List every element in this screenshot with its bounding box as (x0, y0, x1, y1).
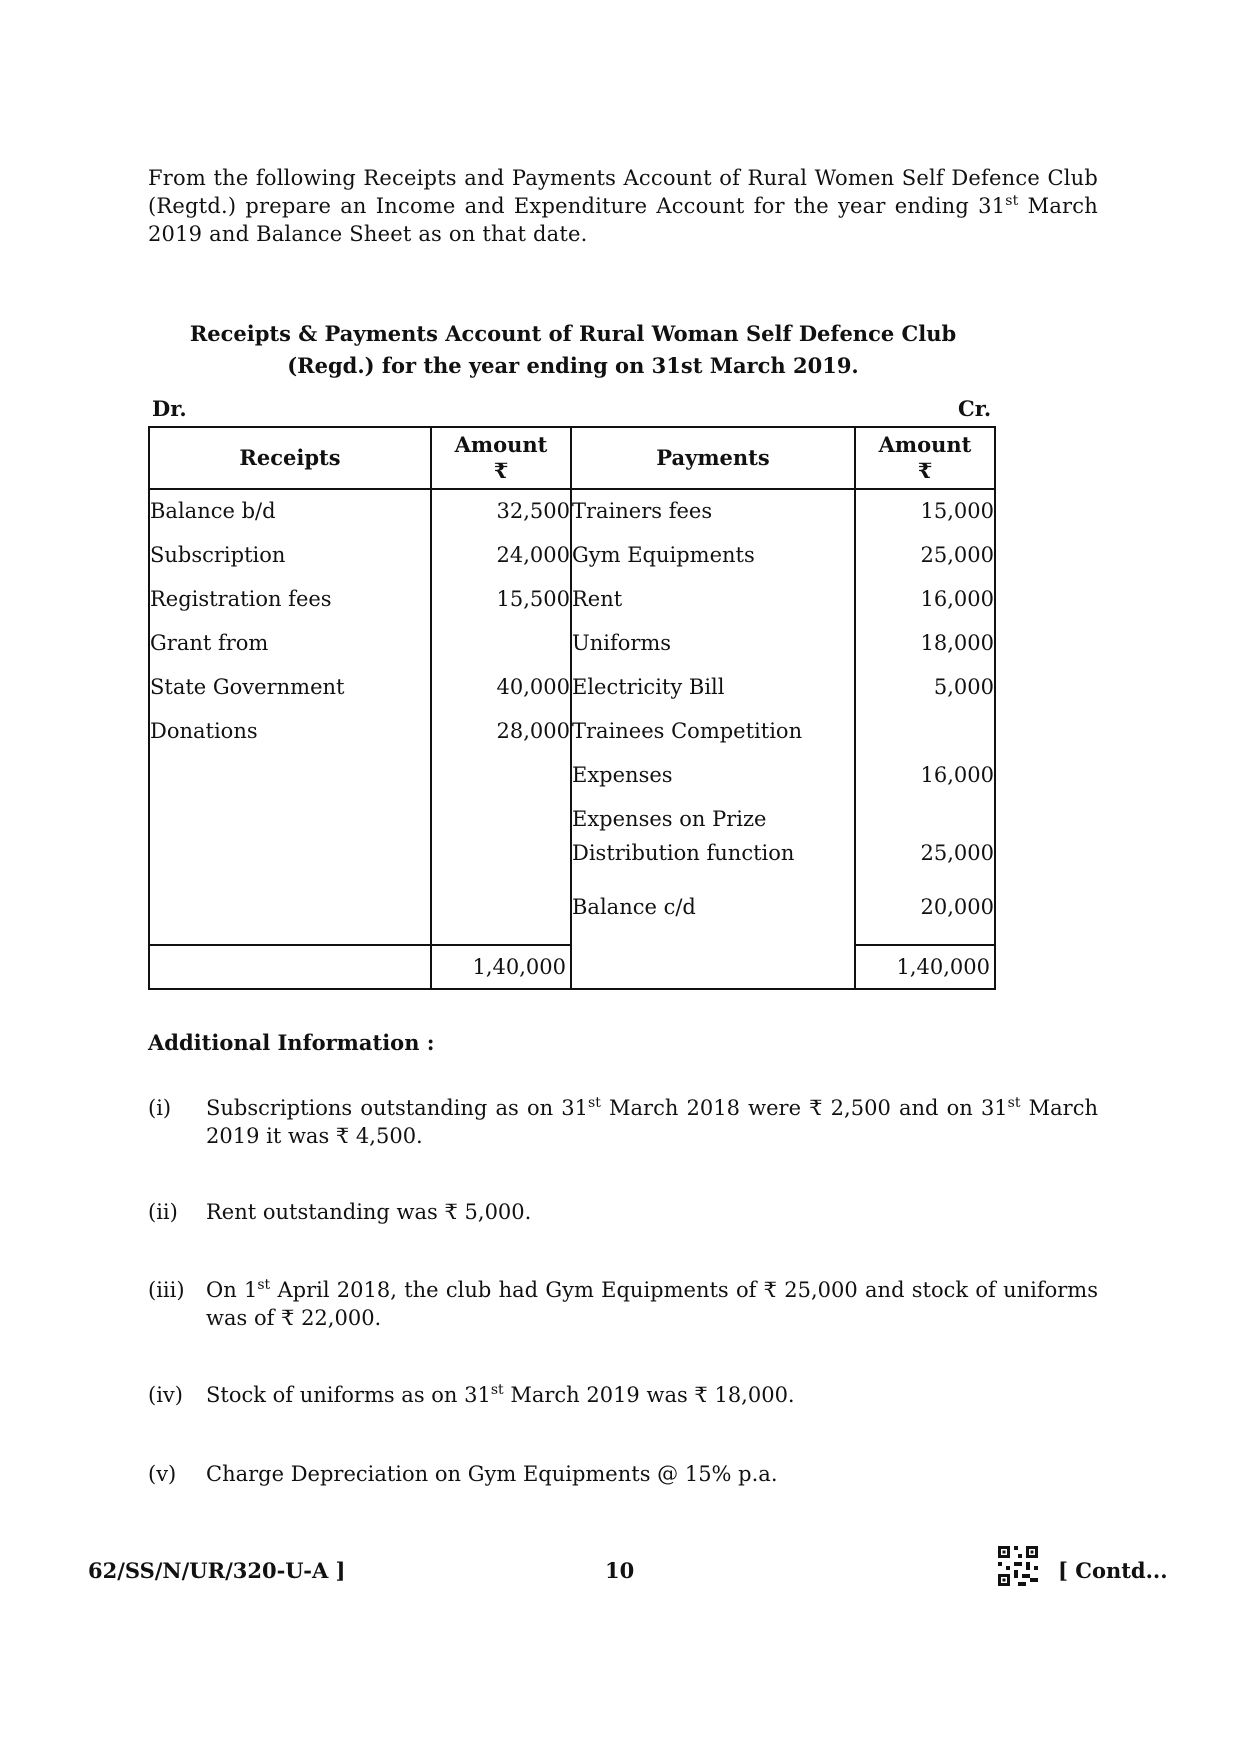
payment-label-line-2: Distribution function (572, 841, 795, 865)
receipts-total: 1,40,000 (431, 945, 571, 989)
item-sup: st (257, 1277, 271, 1293)
payment-label-line-1: Expenses on Prize (572, 807, 767, 831)
item-number: (ii) (148, 1200, 178, 1224)
payment-label: Uniforms (572, 631, 672, 655)
receipts-payments-table (148, 426, 996, 990)
receipt-label: Balance b/d (150, 499, 276, 523)
receipt-amount: 15,500 (496, 587, 570, 611)
receipt-label: Registration fees (150, 587, 332, 611)
header-amount-label: Amount (878, 432, 972, 457)
item-text-part: March 2019 it was ₹ 4,500. (206, 1096, 1098, 1148)
table-body-row (149, 489, 995, 945)
payment-amount: 18,000 (920, 631, 994, 655)
rupee-symbol: ₹ (493, 458, 509, 483)
item-number: (v) (148, 1462, 177, 1486)
item-text-part: March 2019 was ₹ 18,000. (503, 1383, 795, 1407)
receipt-label: Donations (150, 719, 258, 743)
paper-code: 62/SS/N/UR/320-U-A ] (88, 1558, 346, 1583)
payment-amount: 25,000 (920, 841, 994, 865)
payment-label: Rent (572, 587, 623, 611)
payment-label: Electricity Bill (572, 675, 725, 699)
continued-label: [ Contd... (1058, 1558, 1168, 1583)
item-text-part: Subscriptions outstanding as on 31 (206, 1096, 589, 1120)
payments-amount-column (855, 489, 995, 945)
item-text (206, 1381, 1098, 1409)
header-receipts-amount (431, 427, 571, 489)
item-number: (i) (148, 1096, 172, 1120)
credit-label: Cr. (958, 396, 992, 421)
item-sup: st (1007, 1095, 1021, 1111)
rupee-symbol: ₹ (917, 458, 933, 483)
payment-amount-multiline (856, 806, 994, 894)
receipt-amount: 24,000 (496, 543, 570, 567)
item-number: (iv) (148, 1383, 183, 1407)
account-title-line-2: (Regd.) for the year ending on 31st March 2019. (287, 353, 859, 378)
qr-code-icon (998, 1546, 1038, 1586)
item-sup: st (490, 1382, 504, 1398)
payment-label: Balance c/d (572, 895, 696, 919)
item-text-part: April 2018, the club had Gym Equipments of ₹ 25,000 and stock of uniforms was of ₹ 22,000. (206, 1278, 1098, 1330)
payment-amount (856, 718, 994, 762)
question-intro (148, 164, 1098, 248)
payment-amount: 25,000 (920, 543, 994, 567)
account-title-line-1: Receipts & Payments Account of Rural Woman Self Defence Club (189, 321, 957, 346)
payment-label: Trainees Competition (572, 719, 803, 743)
debit-label: Dr. (152, 396, 187, 421)
receipt-amount: 40,000 (496, 675, 570, 699)
receipt-amount (432, 630, 570, 674)
item-text-part: On 1 (206, 1278, 258, 1302)
payments-total: 1,40,000 (855, 945, 995, 989)
receipt-label: Grant from (150, 631, 269, 655)
header-payments-amount (855, 427, 995, 489)
payment-amount: 5,000 (933, 675, 994, 699)
receipts-column (149, 489, 431, 945)
item-text: Rent outstanding was ₹ 5,000. (206, 1200, 532, 1224)
payments-column (571, 489, 855, 989)
payment-amount: 16,000 (920, 587, 994, 611)
receipt-amount: 32,500 (496, 499, 570, 523)
receipts-amount-column (431, 489, 571, 945)
payment-amount-blank (856, 806, 994, 836)
payment-amount: 15,000 (920, 499, 994, 523)
receipt-label: State Government (150, 675, 345, 699)
account-title (148, 318, 998, 382)
intro-text-1: From the following Receipts and Payments Account of Rural Women Self Defence Club (Regtd.) prepare an Income and Expenditure Account for the year ending 31 (148, 166, 1098, 218)
intro-sup: st (1005, 193, 1019, 209)
item-text-part: March 2018 were ₹ 2,500 and on 31 (600, 1096, 1008, 1120)
item-text (206, 1094, 1098, 1150)
intro-text-2: March 2019 and Balance Sheet as on that date. (148, 194, 1098, 246)
receipts-total-blank (149, 945, 431, 989)
payment-amount: 16,000 (920, 763, 994, 787)
receipt-amount: 28,000 (496, 719, 570, 743)
payment-label-multiline (572, 806, 854, 894)
header-amount-label: Amount (454, 432, 548, 457)
item-text: Charge Depreciation on Gym Equipments @ 15% p.a. (206, 1462, 778, 1486)
payment-label: Trainers fees (572, 499, 713, 523)
item-sup: st (588, 1095, 601, 1111)
additional-info-heading: Additional Information : (148, 1030, 435, 1055)
table-header-row (149, 427, 995, 489)
payment-label: Expenses (572, 763, 673, 787)
payment-amount: 20,000 (920, 895, 994, 919)
receipt-label: Subscription (150, 543, 286, 567)
header-receipts: Receipts (149, 427, 431, 489)
header-payments: Payments (571, 427, 855, 489)
payment-label: Gym Equipments (572, 543, 755, 567)
item-text (206, 1276, 1098, 1332)
item-text-part: Stock of uniforms as on 31 (206, 1383, 491, 1407)
item-number: (iii) (148, 1278, 185, 1302)
page-number: 10 (605, 1558, 635, 1583)
